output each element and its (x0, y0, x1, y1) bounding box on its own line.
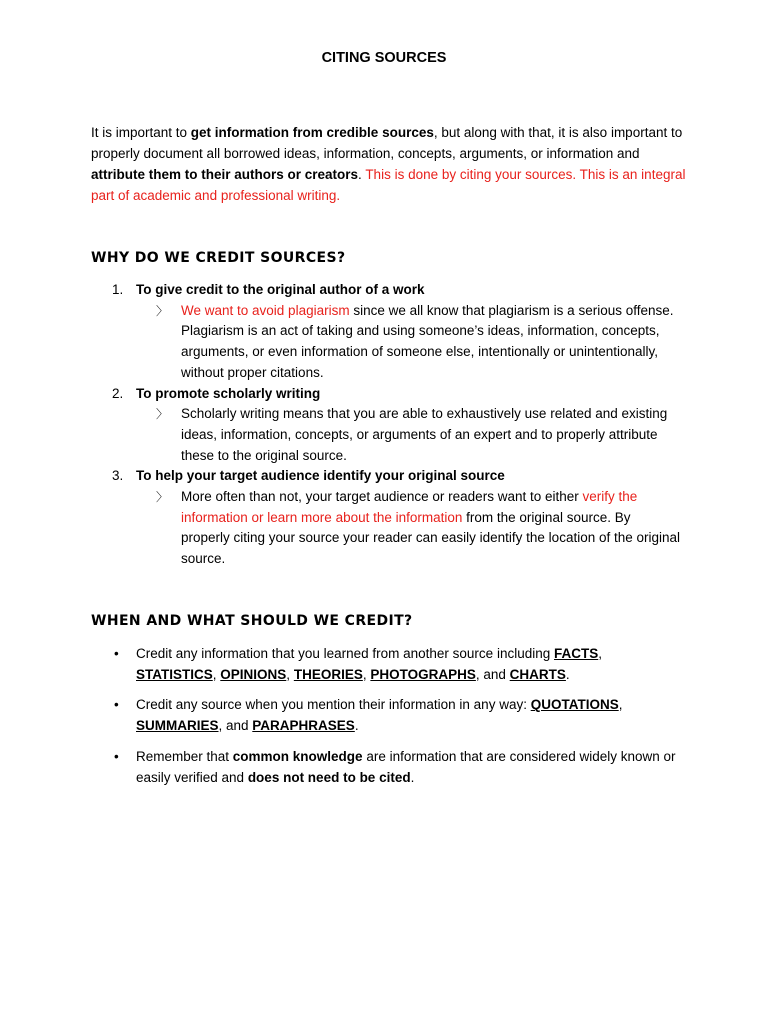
keyword-summaries: SUMMARIES (136, 718, 219, 734)
keyword-paraphrases: PARAPHRASES (252, 718, 355, 734)
intro-bold-2: attribute them to their authors or creators (91, 167, 359, 182)
reason-detail (156, 487, 681, 570)
reason-detail-text-a: More often than not, your target audience or readers want to either (181, 489, 583, 505)
reason-item-3 (110, 466, 690, 570)
section-heading-when: WHEN AND WHAT SHOULD WE CREDIT? (91, 613, 413, 629)
reason-detail-text: Scholarly writing means that you are able to exhaustively use related and existing ideas, information, concepts, or arguments of an expert and to properly attribute these to the original source. (181, 406, 668, 463)
intro-bold-1: get information from credible sources (190, 125, 434, 140)
angle-bracket-icon: 〉 (156, 490, 169, 505)
keyword-common-knowledge: common knowledge (232, 748, 363, 764)
bullet-item-3: • Remember that common knowledge are information that are considered widely known or easily verified and does not need to be cited. (114, 748, 676, 785)
bullet-icon: • (114, 697, 119, 713)
reason-title: To promote scholarly writing (136, 385, 321, 401)
bullet-item-2: • Credit any source when you mention their information in any way: QUOTATIONS, SUMMARIES, and PARAPHRASES. (114, 697, 623, 734)
angle-bracket-icon: 〉 (156, 407, 169, 422)
keyword-quotations: QUOTATIONS (530, 697, 619, 713)
reason-item-2 (110, 384, 690, 467)
reason-title: To give credit to the original author of a work (136, 282, 425, 297)
bullet-text-1: Remember that (136, 748, 233, 764)
reason-detail-text-b: from the original source. By properly citing your source your reader can easily identify the location of the original source. (181, 509, 681, 567)
reasons-list (110, 280, 690, 570)
intro-red-text: This is done by citing your sources. This is an integral part of academic and professional writing. (91, 167, 686, 203)
keyword-opinions: OPINIONS (220, 666, 287, 682)
keyword-theories: THEORIES (293, 666, 363, 682)
reason-detail (156, 301, 681, 384)
bullet-text-2: are information that are considered widely known or easily verified and (136, 748, 676, 785)
credit-bullet-list (110, 644, 690, 798)
reason-detail-red: verify the information or learn more about the information (181, 489, 638, 525)
section-heading-why: WHY DO WE CREDIT SOURCES? (91, 250, 346, 266)
bullet-item-1: • Credit any information that you learned from another source including FACTS, STATISTICS, OPINIONS, THEORIES, PHOTOGRAPHS, and CHARTS. (114, 646, 603, 682)
keyword-charts: CHARTS (509, 666, 566, 682)
bullet-text: Credit any information that you learned from another source including (136, 646, 554, 661)
intro-text-1: It is important to (91, 125, 191, 140)
intro-paragraph (91, 122, 691, 206)
reason-detail-text: since we all know that plagiarism is a serious offense. Plagiarism is an act of taking and using someone’s ideas, information, concepts, arguments, or even information of someone else, intentionally or unintentionally, without proper citations. (181, 302, 674, 380)
keyword-statistics: STATISTICS (136, 666, 213, 682)
intro-text-3: . (358, 167, 366, 182)
reason-detail (156, 404, 681, 466)
keyword-no-citation: does not need to be cited (247, 769, 411, 785)
page-title: CITING SOURCES (321, 50, 447, 66)
reason-number: 1. (112, 282, 124, 297)
reason-number: 3. (112, 468, 124, 484)
bullet-text: Credit any source when you mention their information in any way: (136, 697, 531, 713)
reason-title: To help your target audience identify your original source (136, 468, 505, 484)
angle-bracket-icon: 〉 (156, 303, 169, 318)
reason-detail-red: We want to avoid plagiarism (181, 302, 350, 318)
intro-text-2: , but along with that, it is also important to properly document all borrowed ideas, information, concepts, arguments, or information and (91, 125, 683, 161)
reason-item-1 (110, 280, 690, 384)
keyword-facts: FACTS (553, 646, 599, 661)
reason-number: 2. (112, 385, 124, 401)
bullet-icon: • (114, 748, 119, 764)
keyword-photographs: PHOTOGRAPHS (370, 666, 476, 682)
bullet-icon: • (114, 646, 119, 661)
